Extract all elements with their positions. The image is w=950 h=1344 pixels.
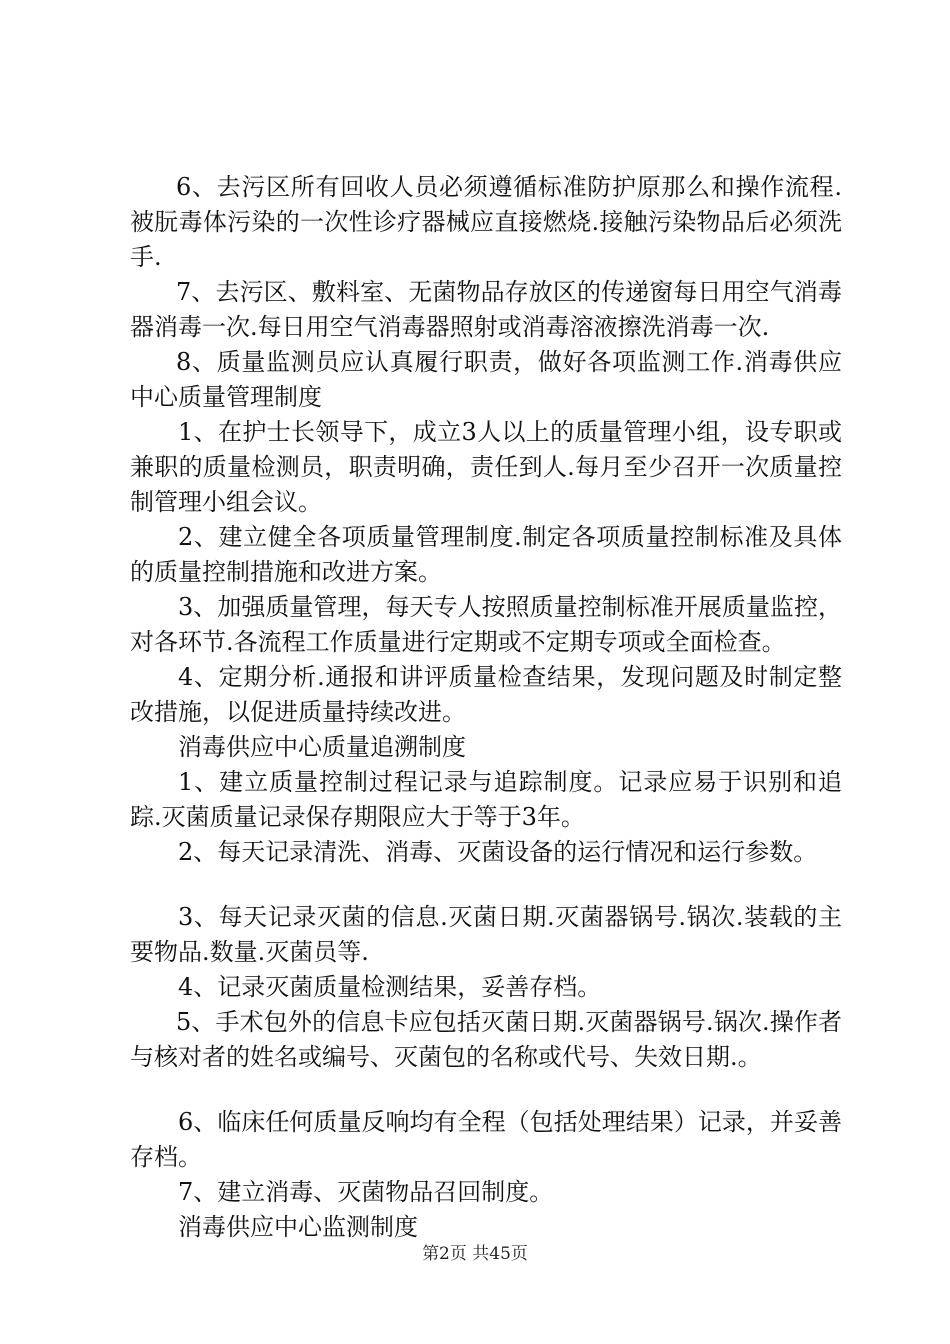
section-heading-traceability: 消毒供应中心质量追溯制度 <box>178 733 466 761</box>
document-body <box>130 170 842 1245</box>
paragraph-trace-1: 1、建立质量控制过程记录与追踪制度。记录应易于识别和追踪.灭菌质量记录保存期限应大于等于3年。 <box>130 768 842 831</box>
paragraph-6-waste-zone: 6、去污区所有回收人员必须遵循标准防护原那么和操作流程.被朊毒体污染的一次性诊疗器械应直接燃烧.接触污染物品后必须洗手. <box>130 173 842 271</box>
paragraph-qm-1: 1、在护士长领导下，成立3人以上的质量管理小组，设专职或兼职的质量检测员，职责明确，责任到人.每月至少召开一次质量控制管理小组会议。 <box>130 418 842 516</box>
paragraph-7-transfer-window: 7、去污区、敷料室、无菌物品存放区的传递窗每日用空气消毒器消毒一次.每日用空气消毒器照射或消毒溶液擦洗消毒一次. <box>130 278 842 341</box>
paragraph-trace-5: 5、手术包外的信息卡应包括灭菌日期.灭菌器锅号.锅次.操作者与核对者的姓名或编号、灭菌包的名称或代号、失效日期.。 <box>130 1008 842 1071</box>
paragraph-trace-7: 7、建立消毒、灭菌物品召回制度。 <box>178 1178 554 1206</box>
paragraph-qm-4: 4、定期分析.通报和讲评质量检查结果，发现问题及时制定整改措施，以促进质量持续改进。 <box>130 663 842 726</box>
page-number-footer: 第2页 共45页 <box>422 1244 528 1264</box>
paragraph-trace-2: 2、每天记录清洗、消毒、灭菌设备的运行情况和运行参数。 <box>178 838 818 866</box>
paragraph-8-quality-monitor: 8、质量监测员应认真履行职责，做好各项监测工作.消毒供应中心质量管理制度 <box>130 348 842 411</box>
paragraph-qm-3: 3、加强质量管理，每天专人按照质量控制标准开展质量监控，对各环节.各流程工作质量进行定期或不定期专项或全面检查。 <box>130 593 842 656</box>
paragraph-trace-4: 4、记录灭菌质量检测结果，妥善存档。 <box>178 973 602 1001</box>
paragraph-trace-6: 6、临床任何质量反响均有全程（包括处理结果）记录，并妥善存档。 <box>130 1108 842 1171</box>
paragraph-qm-2: 2、建立健全各项质量管理制度.制定各项质量控制标准及具体的质量控制措施和改进方案。 <box>130 523 842 586</box>
paragraph-trace-3: 3、每天记录灭菌的信息.灭菌日期.灭菌器锅号.锅次.装载的主要物品.数量.灭菌员等. <box>130 903 842 966</box>
section-heading-monitoring: 消毒供应中心监测制度 <box>178 1213 418 1241</box>
